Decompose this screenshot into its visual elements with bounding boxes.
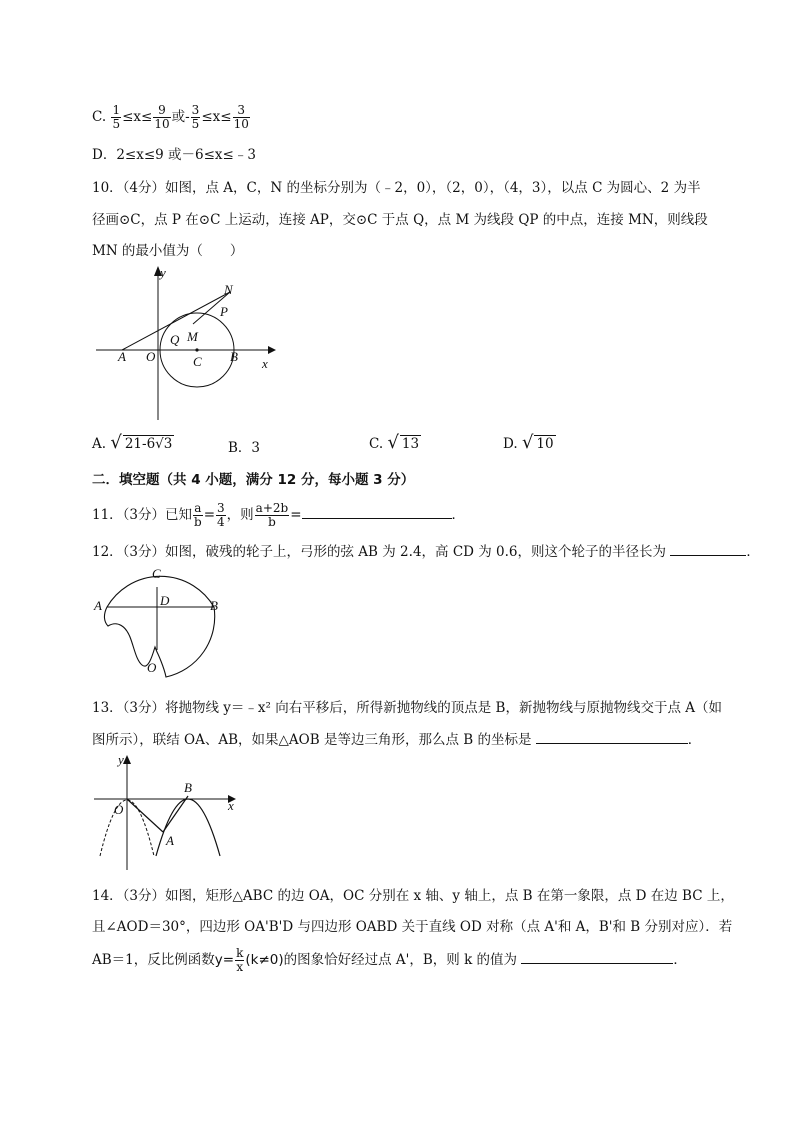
fraction: $\frac{9}{10}$ xyxy=(154,103,170,131)
or-text: 或 xyxy=(171,109,186,125)
q14-line2: 且∠AOD＝30°，四边形 OA'B'D 与四边形 OABD 关于直线 OD 对称（点 A'和 A，B'和 B 分别对应）．若 xyxy=(92,919,733,935)
label-c: C xyxy=(193,354,202,369)
label-b: B xyxy=(184,780,192,795)
segment-ab xyxy=(163,796,188,832)
q9-option-d: D．2≤x≤9 或－6≤x≤﹣3 xyxy=(92,147,256,163)
fraction: $\frac{3}{5}$ xyxy=(191,103,200,131)
equals-sign: = xyxy=(203,507,216,523)
minus-sign: - xyxy=(185,109,190,125)
option-label: C. xyxy=(369,436,384,452)
q14-line3-pre: AB＝1，反比例函数 xyxy=(92,952,215,968)
q13-figure xyxy=(92,752,242,872)
label-b: B xyxy=(230,349,238,364)
sqrt-icon: √ xyxy=(521,432,534,453)
q9-option-c xyxy=(92,100,251,134)
period: ． xyxy=(687,732,702,748)
label-p: P xyxy=(220,304,228,319)
q10-figure xyxy=(92,262,282,422)
label-q: Q xyxy=(170,332,180,347)
option-label: A. xyxy=(92,436,107,452)
leq-sign: ≤ xyxy=(141,109,153,125)
fraction: $\frac{3}{10}$ xyxy=(233,103,249,131)
x-axis-arrow-icon xyxy=(268,346,276,354)
func-y: y= xyxy=(214,952,235,968)
sqrt-icon: √ xyxy=(110,432,122,453)
period: ． xyxy=(673,952,687,968)
fraction: $\frac{a+2b}{b}$ xyxy=(255,501,289,529)
q10-line2: 径画⊙C，点 P 在⊙C 上运动，连接 AP，交⊙C 于点 Q，点 M 为线段 QP 的中点，连接 MN，则线段 xyxy=(92,212,708,228)
answer-blank[interactable] xyxy=(302,517,452,519)
q10-line3: MN 的最小值为（ ） xyxy=(92,243,244,259)
answer-blank[interactable] xyxy=(670,554,746,556)
label-o: O xyxy=(146,349,156,364)
q10-option-b: B．3 xyxy=(228,440,261,456)
leq-sign: ≤ xyxy=(220,109,232,125)
label-a: A xyxy=(94,598,102,613)
sqrt-icon: √ xyxy=(387,432,399,453)
option-label: C. xyxy=(92,109,107,125)
variable: x xyxy=(212,109,221,125)
label-x: x xyxy=(262,356,268,371)
q11-prefix: 11．（3分）已知 xyxy=(92,507,193,523)
label-d: D xyxy=(160,593,170,608)
fraction: $\frac{1}{5}$ xyxy=(112,103,121,131)
label-m: M xyxy=(187,329,198,344)
func-condition: (k≠0) xyxy=(245,952,284,968)
q13-line2 xyxy=(92,728,701,748)
y-axis-arrow-icon xyxy=(123,755,131,764)
q13-line1: 13．（3分）将抛物线 y＝﹣x² 向右平移后，所得新抛物线的顶点是 B，新抛物线与原抛物线交于点 A（如 xyxy=(92,700,723,716)
q10-option-a xyxy=(92,432,174,453)
label-o: O xyxy=(147,660,157,675)
radicand: 21-6√3 xyxy=(124,436,173,452)
label-a: A xyxy=(118,349,126,364)
period: ． xyxy=(746,544,760,560)
segment-oa xyxy=(127,799,163,832)
variable: x xyxy=(133,109,142,125)
q10-line1: 10．（4分）如图，点 A，C，N 的坐标分别为（﹣2，0），（2，0），（4，3），以点 C 为圆心、2 为半 xyxy=(92,180,701,196)
section-heading: 二．填空题（共 4 小题，满分 12 分，每小题 3 分） xyxy=(92,472,415,488)
q10-option-c xyxy=(369,432,421,453)
q14-line1: 14．（3分）如图，矩形△ABC 的边 OA，OC 分别在 x 轴、y 轴上，点 B 在第一象限，点 D 在边 BC 上， xyxy=(92,888,734,904)
q12-line: 12．（3分）如图，破残的轮子上，弓形的弦 AB 为 2.4，高 CD 为 0.6，则这个轮子的半径长为 xyxy=(92,544,667,560)
fraction: $\frac{3}{4}$ xyxy=(217,501,225,529)
q13-line2-text: 图所示），联结 OA、AB，如果△AOB 是等边三角形，那么点 B 的坐标是 xyxy=(92,732,532,748)
q10-option-d xyxy=(503,432,556,453)
period: ． xyxy=(451,507,466,523)
option-label: D. xyxy=(503,436,518,452)
leq-sign: ≤ xyxy=(201,109,213,125)
label-y: y xyxy=(160,265,166,280)
label-b: B xyxy=(210,598,218,613)
q14-line3 xyxy=(92,942,687,978)
label-x: x xyxy=(228,798,234,813)
answer-blank[interactable] xyxy=(521,962,673,964)
label-a: A xyxy=(166,833,174,848)
q14-line3-post: 的图象恰好经过点 A'，B，则 k 的值为 xyxy=(283,952,518,968)
radicand: 10 xyxy=(536,436,554,452)
fraction: $\frac{k}{x}$ xyxy=(236,946,244,974)
label-c: C xyxy=(152,566,161,581)
q11-mid: ，则 xyxy=(226,507,254,523)
point-c xyxy=(195,348,198,351)
fraction: $\frac{a}{b}$ xyxy=(194,501,202,529)
label-y: y xyxy=(118,752,124,767)
radicand: 13 xyxy=(401,436,420,452)
q11 xyxy=(92,498,465,532)
answer-blank[interactable] xyxy=(536,742,688,744)
label-n: N xyxy=(224,282,233,297)
q12-figure xyxy=(92,562,232,682)
equals-sign: = xyxy=(290,507,302,523)
wheel-outline xyxy=(104,576,214,677)
q12-text xyxy=(92,540,760,560)
leq-sign: ≤ xyxy=(122,109,134,125)
label-o: O xyxy=(114,802,124,817)
